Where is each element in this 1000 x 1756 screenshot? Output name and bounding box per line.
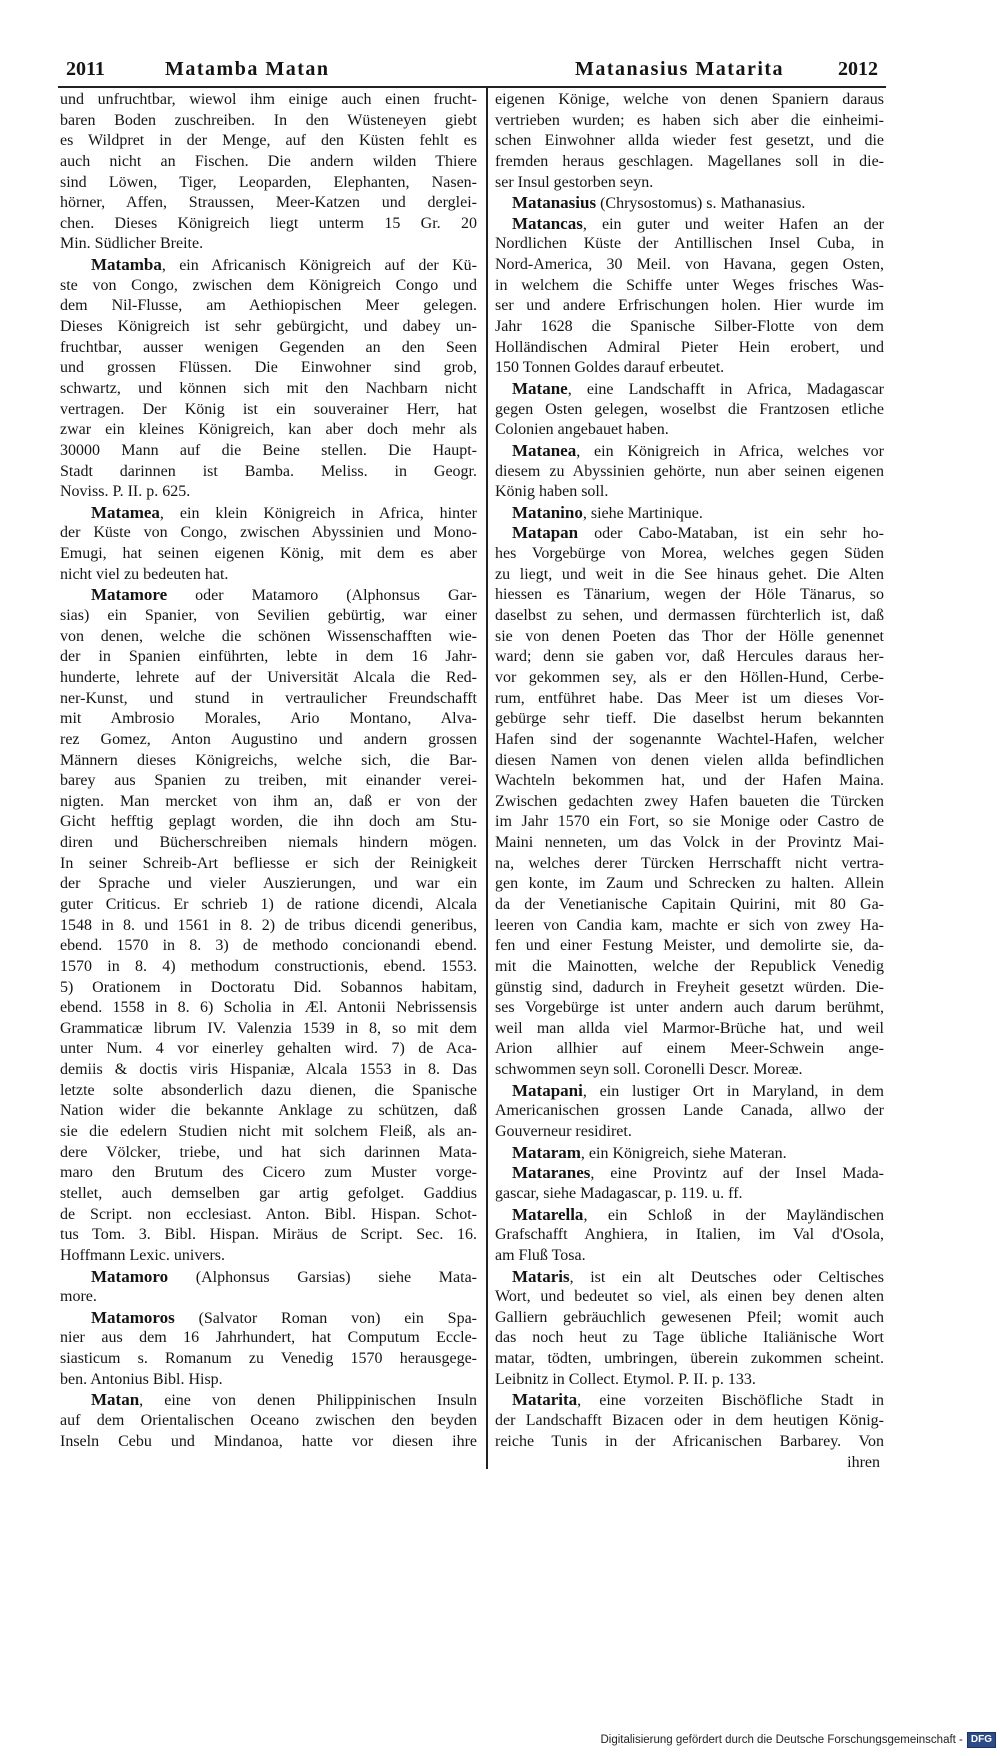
dictionary-entry (495, 1205, 884, 1267)
text-line: tus Tom. 3. Bibl. Hispan. Miräus de Script. Sec. 16. (60, 1226, 477, 1244)
text-line: Dieses Königreich ist sehr gebürgicht, und dabey un- (60, 318, 477, 336)
entry-text: , ein lustiger Ort in Maryland, in dem (582, 1082, 884, 1100)
dictionary-entry (60, 503, 477, 586)
text-line: siasticum s. Romanum zu Venedig 1570 herausgege- (60, 1350, 477, 1368)
entry-text: , eine vorzeiten Bischöfliche Stadt in (577, 1392, 884, 1410)
dictionary-entry (495, 193, 884, 214)
text-line: chen. Dieses Königreich liegt unterm 15 Gr. 20 (60, 214, 477, 232)
dictionary-entry (495, 1143, 884, 1164)
dictionary-entry (495, 523, 884, 1080)
text-line: hiessen es Tänarium, wegen der Höle Tänarus, so (495, 586, 884, 604)
text-line: 30000 Mann auf die Beine stellen. Die Haupt- (60, 441, 477, 459)
entry-text: (Alphonsus Garsias) siehe Mata- (168, 1268, 477, 1286)
text-line: diren und Bücherschreiben niemals hindern mögen. (60, 834, 477, 852)
text-line (60, 585, 477, 606)
text-line: gebürge sehr tieff. Die daselbst herum bekannten (495, 710, 884, 728)
entry-text: , ein Königreich, siehe Materan. (580, 1144, 787, 1162)
page-number-left: 2011 (66, 58, 105, 80)
text-line: dere Völcker, triebe, und hat sich darinnen Mata- (60, 1143, 477, 1161)
entry-headword: Matan (91, 1390, 140, 1410)
dictionary-entry (495, 1081, 884, 1143)
entry-text: , ein Africanisch Königreich auf der Kü- (161, 257, 477, 275)
text-line: mit die Mainotten, welche der Republick Venedig (495, 957, 884, 975)
text-line: rez Gomez, Anton Augustino und andern grossen (60, 730, 477, 748)
text-line: Arion allhier auf einem Meer-Schwein ange- (495, 1040, 884, 1058)
text-line: der Küste von Congo, zwischen Abyssinien und Mono- (60, 524, 477, 542)
text-line: guter Criticus. Er schrieb 1) de ratione dicendi, Alcala (60, 895, 477, 913)
text-line: hes Vorgebürge von Morea, welches gegen Süden (495, 545, 884, 563)
entry-text: oder Matamoro (Alphonsus Gar- (167, 587, 477, 605)
text-line: hunderte, lehrete auf der Universität Alcala die Red- (60, 668, 477, 686)
entry-headword: Matane (512, 378, 568, 398)
text-line: im Jahr 1570 ein Fort, so sie Monige oder Castro de (495, 813, 884, 831)
text-line: Maini nenneten, um das Volck in der Provintz Mai- (495, 834, 884, 852)
text-line: ebend. 1558 in 8. 6) Scholia in Æl. Antonii Nebrissensis (60, 999, 477, 1017)
text-line: demiis & doctis viris Hispaniæ, Alcala 1553 in 8. Das (60, 1061, 477, 1079)
entry-headword: Matamoros (91, 1307, 175, 1327)
text-line: Wort, und bedeutet so viel, als einen bey denen alten (495, 1288, 884, 1306)
text-line: leeren von Candia kam, machte er sich von zwey Ha- (495, 916, 884, 934)
text-line: schwartz, und können sich mit den Nachbarn nicht (60, 379, 477, 397)
dictionary-entry (495, 503, 884, 524)
text-line: nier aus dem 16 Jahrhundert, hat Computum Eccle- (60, 1329, 477, 1347)
text-line: Nordlichen Küste der Antillischen Insel Cuba, in (495, 235, 884, 253)
text-line: Männern dieses Königreichs, welche sich, die Bar- (60, 751, 477, 769)
text-line: Nation wider die bekannte Anklage zu schützen, daß (60, 1102, 477, 1120)
text-line: und unfruchtbar, wiewol ihm einige auch einen frucht- (60, 91, 477, 108)
entry-text: , ein klein Königreich in Africa, hinter (159, 504, 477, 522)
text-line: rum, entführet habe. Das Meer ist um dieses Vor- (495, 689, 884, 707)
text-line: der Landschafft Bizacen oder in dem heutigen König- (495, 1412, 884, 1429)
text-line: maro den Brutum des Cicero zum Muster vorge- (60, 1164, 477, 1182)
text-line: nicht viel zu bedeuten hat. (60, 565, 229, 583)
text-line: unter Num. 4 vor einerley gehalten wird. 7) de Aca- (60, 1040, 477, 1058)
text-line: Hoffmann Lexic. univers. (60, 1246, 225, 1264)
text-line: Grammaticæ librum IV. Valenzia 1539 in 8, so mit dem (60, 1019, 477, 1037)
text-line: baren Boden zuschreiben. In den Wüsteneyen giebt (60, 111, 477, 129)
dictionary-entry (495, 441, 884, 503)
entry-text: , eine von denen Philippinischen Insuln (139, 1392, 477, 1410)
text-line: ser und andere Erfrischungen holen. Hier wurde im (495, 297, 884, 315)
text-line (495, 1267, 884, 1288)
text-line: ste von Congo, zwischen dem Königreich Congo und (60, 276, 477, 294)
entry-headword: Matanino (512, 502, 583, 522)
catchword: ihren (847, 1454, 880, 1471)
text-line (495, 1205, 884, 1226)
text-line: Emugi, hat seinen eigenen König, mit dem es aber (60, 545, 477, 563)
text-line (495, 193, 884, 214)
text-line: 1548 in 8. und 1561 in 8. 2) de tribus dicendi generibus, (60, 916, 477, 934)
text-line: schen Einwohner allda wieder fest gesetzt, und die (495, 132, 884, 150)
entry-text: , ein Königreich in Africa, welches vor (576, 442, 884, 460)
text-line: ses Vorgebürge ist unter andern auch darum berühmt, (495, 999, 884, 1017)
text-line: mit Ambrosio Morales, Ario Montano, Alva- (60, 710, 477, 728)
text-line: dem Nil-Flusse, am Aethiopischen Meer gelegen. (60, 297, 477, 315)
text-line: der in Spanien einführten, lebte in dem 16 Jahr- (60, 648, 477, 666)
entry-text: , ein Schloß in der Mayländischen (583, 1206, 884, 1224)
entry-headword: Matarella (512, 1204, 584, 1224)
text-line (495, 1163, 884, 1184)
text-line: daselbst zu sehen, und dermassen fürchterlich ist, daß (495, 607, 884, 625)
text-line (495, 1081, 884, 1102)
entry-text: , siehe Martinique. (582, 504, 703, 522)
text-line: ebend. 1570 in 8. 3) de methodo concionandi ebend. (60, 937, 477, 955)
entry-headword: Matancas (512, 213, 583, 233)
text-line: Zwischen gedachten zwey Hafen baueten die Türcken (495, 792, 884, 810)
text-line: Hafen sind der sogenannte Wachtel-Hafen, welcher (495, 730, 884, 748)
text-line: am Fluß Tosa. (495, 1246, 586, 1264)
text-line: gegen Osten gelegen, woselbst die Frantzosen etliche (495, 400, 884, 418)
text-line: von denen, welche die schönen Wissenschafften wie- (60, 627, 477, 645)
text-line: 5) Orationem in Doctoratu Did. Sobannos habitam, (60, 978, 477, 996)
dictionary-entry (60, 1308, 477, 1391)
dictionary-entry (60, 585, 477, 1266)
entry-headword: Matamore (91, 585, 168, 605)
text-line: Inseln Cebu und Mindanoa, hatte vor diesen ihre (60, 1432, 477, 1450)
digitization-footer (600, 1731, 996, 1749)
text-line: sind Löwen, Tiger, Leoparden, Elephanten, Nasen- (60, 173, 477, 191)
text-line: fen und einer Festung Meister, und demolirte sie, da- (495, 937, 884, 955)
text-line: sie von denen Poeten das Thor der Hölle genennet (495, 627, 884, 645)
text-line: das noch heut zu Tage übliche Italiänische Wort (495, 1329, 884, 1347)
text-line: vertrieben wurden; es haben sich aber die einheimi- (495, 111, 884, 129)
text-line: der Sprache und vieler Auszierungen, und war ein (60, 875, 477, 893)
text-line: günstig sind, dadurch in Freyheit gesetzt würden. Die- (495, 978, 884, 996)
text-line: eigenen Könige, welche von denen Spaniern daraus (495, 91, 884, 108)
entry-text: , eine Landschafft in Africa, Madagascar (567, 380, 884, 398)
text-line: Nord-America, 30 Meil. von Havana, gegen Osten, (495, 256, 884, 274)
entry-headword: Matapani (512, 1080, 583, 1100)
text-line: ward; denn sie gaben vor, daß Hercules daraus her- (495, 648, 884, 666)
dictionary-entry (495, 90, 884, 193)
text-line: fruchtbar, ausser wenigen Gegenden an den Seen (60, 338, 477, 356)
text-line: Jahr 1628 die Spanische Silber-Flotte von dem (495, 318, 884, 336)
text-line: und grossen Flüssen. Die Einwohner sind grob, (60, 359, 477, 377)
text-line: Gouverneur residiret. (495, 1123, 632, 1141)
dictionary-entry (495, 1267, 884, 1391)
text-line: Colonien angebauet haben. (495, 421, 669, 439)
text-line (495, 441, 884, 462)
dictionary-entry (60, 255, 477, 503)
text-line: na, welches derer Türcken Herrschafft nicht vertra- (495, 854, 884, 872)
entry-headword: Matamba (91, 255, 162, 275)
text-line: Americanischen grossen Lande Canada, allwo der (495, 1102, 884, 1120)
text-line: 150 Tonnen Goldes darauf erbeutet. (495, 359, 725, 377)
entry-text: (Salvator Roman von) ein Spa- (174, 1309, 477, 1327)
text-line: nigten. Man mercket von ihm an, daß er von der (60, 792, 477, 810)
text-line: ser Insul gestorben seyn. (495, 173, 654, 191)
text-line (60, 1390, 477, 1411)
text-line: gascar, siehe Madagascar, p. 119. u. ff. (495, 1184, 743, 1202)
text-line: in welchem die Schiffe unter Weges frisches Was- (495, 276, 884, 294)
text-line: Noviss. P. II. p. 625. (60, 483, 191, 501)
text-line: König haben soll. (495, 483, 609, 501)
text-column-right (495, 90, 884, 1452)
running-head-left: Matamba Matan (165, 58, 330, 80)
text-line: Leibnitz in Collect. Etymol. P. II. p. 133. (495, 1370, 756, 1388)
column-divider (486, 87, 488, 1469)
text-line (60, 1267, 477, 1288)
text-line: es Wildpret in der Menge, auf den Küsten fehlt es (60, 132, 477, 150)
dictionary-entry (495, 379, 884, 441)
text-line: stellet, auch demselben gar artig gefolget. Gaddius (60, 1184, 477, 1202)
text-column-left (60, 90, 477, 1452)
text-line: diesem zu Abyssinien gehörte, nun aber seinen eigenen (495, 462, 884, 480)
entry-headword: Matarita (512, 1390, 578, 1410)
dictionary-entry (60, 1390, 477, 1452)
dictionary-entry (60, 90, 477, 255)
dfg-logo: DFG (967, 1732, 996, 1748)
text-line: auf dem Orientalischen Oceano zwischen den beyden (60, 1412, 477, 1429)
text-line: auch nicht an Fischen. Die andern wilden Thiere (60, 152, 477, 170)
text-line: matar, tödten, umbringen, überein zukommen scheint. (495, 1350, 884, 1368)
text-line: Stadt darinnen ist Bamba. Meliss. in Geogr. (60, 462, 477, 480)
text-line: da der Venetianische Capitain Quirini, mit 80 Ga- (495, 895, 884, 913)
text-line: reiche Tunis in der Africanischen Barbarey. Von (495, 1432, 884, 1450)
text-line: hörner, Affen, Straussen, Meer-Katzen und derglei- (60, 194, 477, 212)
entry-headword: Matanasius (512, 193, 597, 213)
text-line: Grafschafft Anghiera, in Italien, im Val d'Osola, (495, 1226, 884, 1244)
text-line: zu liegt, und weit in die See hinaus gehet. Die Alten (495, 565, 884, 583)
text-line (60, 255, 477, 276)
text-line: Wachteln bekommen hat, und der Hafen Maina. (495, 772, 884, 790)
text-line (495, 1143, 884, 1164)
dictionary-entry (60, 1267, 477, 1308)
text-line (495, 1390, 884, 1411)
page-number-right: 2012 (838, 58, 878, 80)
text-line: more. (60, 1288, 97, 1306)
text-line: sie die edelern Studien nicht mit solchem Fleiß, als an- (60, 1123, 477, 1141)
running-head-right: Matanasius Matarita (575, 58, 785, 80)
entry-text: , eine Provintz auf der Insel Mada- (590, 1165, 884, 1183)
header-rule (58, 86, 886, 88)
text-line (495, 379, 884, 400)
dictionary-entry (495, 214, 884, 379)
text-line (495, 523, 884, 544)
text-line: Galliern gebräuchlich gewesenen Pfeil; womit auch (495, 1308, 884, 1326)
text-line: Min. Südlicher Breite. (60, 235, 204, 253)
entry-headword: Matanea (512, 440, 577, 460)
text-line: vertragen. Der König ist ein souverainer Herr, hat (60, 400, 477, 418)
text-line: sias) ein Spanier, von Sevilien gebürtig, war einer (60, 607, 477, 625)
entry-headword: Matamoro (91, 1266, 169, 1286)
text-line (60, 1308, 477, 1329)
entry-headword: Matapan (512, 523, 579, 543)
entry-headword: Mataram (512, 1142, 581, 1162)
entry-text: oder Cabo-Mataban, ist ein sehr ho- (578, 525, 884, 543)
entry-text: (Chrysostomus) s. Mathanasius. (596, 195, 806, 213)
entry-text: , ist ein alt Deutsches oder Celtisches (569, 1268, 884, 1286)
text-line: vor gekommen sey, als er den Höllen-Hund, Cerbe- (495, 668, 884, 686)
text-line: Holländischen Admiral Pieter Hein erobert, und (495, 338, 884, 356)
text-line (495, 214, 884, 235)
funding-note: Digitalisierung gefördert durch die Deutsche Forschungsgemeinschaft - (600, 1734, 963, 1746)
text-line: Gicht hefftig geplagt worden, die ihn doch am Stu- (60, 813, 477, 831)
text-line (60, 503, 477, 524)
text-line: letzte solte absonderlich dazu dienen, die Spanische (60, 1081, 477, 1099)
text-line: 1570 in 8. 4) methodum constructionis, ebend. 1553. (60, 957, 477, 975)
text-line: gen konte, im Zaum und Schrecken zu halten. Allein (495, 875, 884, 893)
entry-headword: Matamea (91, 502, 160, 522)
text-line: weil man allda viel Marmor-Brüche hat, und weil (495, 1019, 884, 1037)
dictionary-entry (495, 1390, 884, 1452)
text-line: diesen Namen von denen vielen allda befindlichen (495, 751, 884, 769)
text-line: schwommen seyn soll. Coronelli Descr. Moreæ. (495, 1061, 803, 1079)
text-line: de Script. non ecclesiast. Anton. Bibl. Hispan. Schot- (60, 1205, 477, 1223)
dictionary-entry (495, 1163, 884, 1204)
entry-text: , ein guter und weiter Hafen an der (582, 215, 884, 233)
text-line: ben. Antonius Bibl. Hisp. (60, 1370, 223, 1388)
text-line: In seiner Schreib-Art befliesse er sich der Reinigkeit (60, 854, 477, 872)
text-line: fremden heraus geschlagen. Magellanes soll in die- (495, 152, 884, 170)
text-line: zwar ein kleines Königreich, kan aber doch mehr als (60, 421, 477, 439)
text-line: barey aus Spanien zu treiben, mit einander verei- (60, 772, 477, 790)
entry-headword: Mataranes (512, 1163, 591, 1183)
text-line (495, 503, 884, 524)
text-line: ner-Kunst, und stund in vertraulicher Freundschafft (60, 689, 477, 707)
entry-headword: Mataris (512, 1266, 570, 1286)
